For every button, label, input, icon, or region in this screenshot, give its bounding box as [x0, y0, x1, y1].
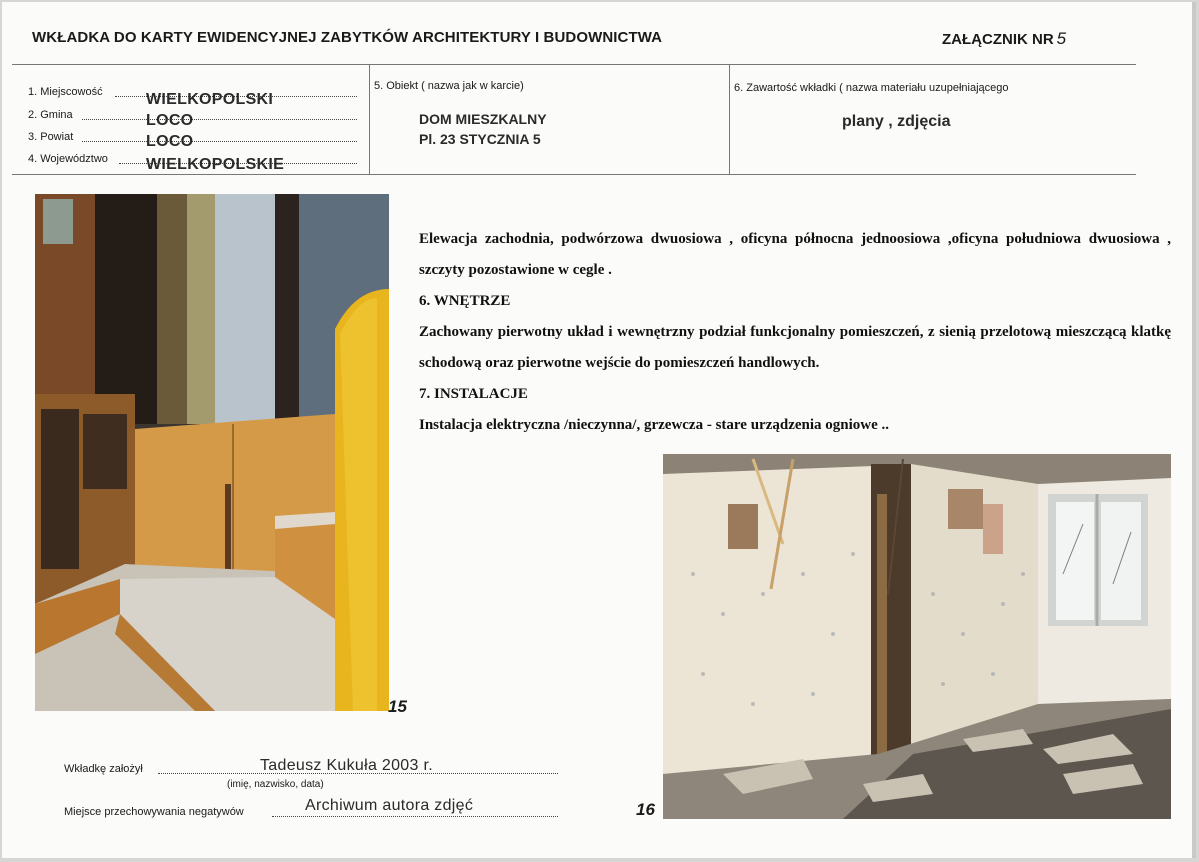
- section-heading-installations: 7. INSTALACJE: [419, 386, 528, 402]
- author-label: Wkładkę założył: [64, 763, 143, 775]
- object-name-line1: DOM MIESZKALNY: [419, 111, 547, 127]
- commune-value: LOCO: [146, 112, 194, 129]
- annex-number: 5: [1056, 29, 1067, 48]
- province-label: 4. Województwo: [28, 153, 108, 165]
- commune-dots: [82, 110, 357, 120]
- county-value: LOCO: [146, 133, 194, 150]
- town-label: 1. Miejscowość: [28, 86, 103, 98]
- section-heading-interior: 6. WNĘTRZE: [419, 293, 511, 309]
- storage-value: Archiwum autora zdjęć: [305, 797, 474, 814]
- photo-number-16: 16: [636, 800, 655, 819]
- photo-number-15: 15: [388, 697, 407, 716]
- form-divider-2: [729, 64, 730, 174]
- room-photo: [663, 454, 1171, 819]
- object-name-line2: Pl. 23 STYCZNIA 5: [419, 131, 541, 147]
- elevation-paragraph: Elewacja zachodnia, podwórzowa dwuosiowa , oficyna północna jednoosiowa ,oficyna południowa dwuosiowa , szczyty pozostawione w cegle .: [419, 231, 1171, 278]
- contents-label: 6. Zawartość wkładki ( nazwa materiału uzupełniającego: [734, 82, 1009, 94]
- object-label: 5. Obiekt ( nazwa jak w karcie): [374, 80, 524, 92]
- interior-paragraph: Zachowany pierwotny układ i wewnętrzny podział funkcjonalny pomieszczeń, z sienią przelotową mieszczącą klatkę schodową oraz pierwotne wejście do pomieszczeń handlowych.: [419, 324, 1171, 371]
- province-value: WIELKOPOLSKIE: [146, 156, 285, 173]
- form-bottom-rule: [12, 174, 1136, 175]
- town-value: WIELKOPOLSKI: [146, 91, 274, 108]
- author-value: Tadeusz Kukuła 2003 r.: [260, 757, 433, 774]
- storage-label: Miejsce przechowywania negatywów: [64, 806, 244, 818]
- form-divider-1: [369, 64, 370, 174]
- annex-label-text: ZAŁĄCZNIK NR: [942, 31, 1054, 48]
- installations-paragraph: Instalacja elektryczna /nieczynna/, grzewcza - stare urządzenia ogniowe ..: [419, 417, 890, 433]
- county-dots: [82, 132, 357, 142]
- staircase-photo: [35, 194, 389, 711]
- county-label: 3. Powiat: [28, 131, 74, 143]
- object-name: [419, 109, 547, 149]
- document-title: WKŁADKA DO KARTY EWIDENCYJNEJ ZABYTKÓW ARCHITEKTURY I BUDOWNICTWA: [32, 29, 663, 46]
- form-top-rule: [12, 64, 1136, 65]
- annex-label: [942, 29, 1066, 49]
- inventory-card-insert: [2, 2, 1196, 858]
- contents-value: plany , zdjęcia: [842, 113, 951, 130]
- author-note: (imię, nazwisko, data): [227, 779, 324, 790]
- description-text: [419, 224, 1171, 441]
- commune-label: 2. Gmina: [28, 109, 73, 121]
